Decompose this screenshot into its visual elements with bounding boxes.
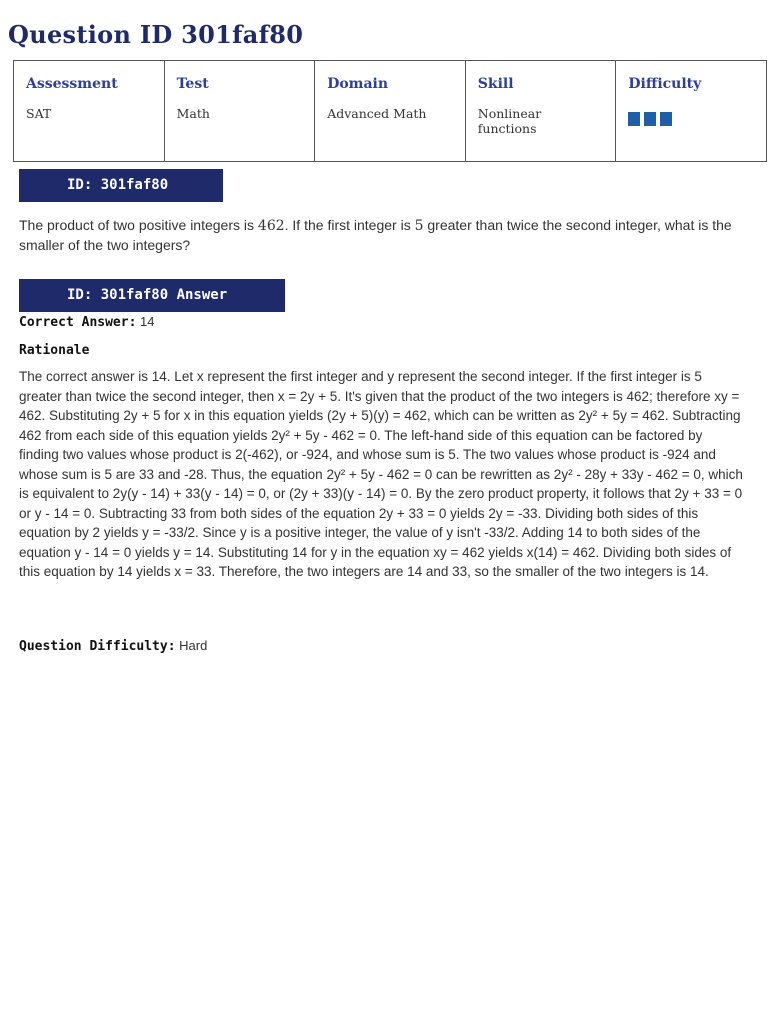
domain-header: Domain: [327, 76, 389, 92]
difficulty-cell: [616, 61, 767, 162]
difficulty-bar-1: [628, 112, 640, 126]
question-difficulty-line: [19, 638, 207, 654]
question-text-b: . If the first integer is: [284, 217, 415, 233]
question-metadata-table: [13, 60, 767, 162]
assessment-cell: [14, 61, 165, 162]
correct-answer-line: [19, 314, 155, 330]
test-cell: [164, 61, 315, 162]
correct-answer-value: 14: [140, 314, 155, 329]
question-difficulty-value: Hard: [179, 638, 208, 653]
test-header: Test: [176, 76, 209, 92]
assessment-value: SAT: [26, 106, 52, 121]
skill-value: Nonlinear functions: [477, 106, 542, 136]
domain-cell: [315, 61, 466, 162]
domain-value: Advanced Math: [327, 106, 427, 121]
rationale-title: Rationale: [19, 343, 90, 358]
question-number-difference: 5: [414, 218, 424, 234]
skill-header: Skill: [477, 76, 514, 92]
question-text: [19, 216, 744, 255]
rationale-text: The correct answer is 14. Let x represent the first integer and y represent the second integer. If the first integer is 5 greater than twice the second integer, then x = 2y + 5. It's given that the product of the two integers is 462; therefore xy = 462. Substituting 2y + 5 for x in this equation yields (2y + 5)(y) = 462, which can be written as 2y² + 5y = 462. Subtracting 462 from each side of this equation yields 2y² + 5y - 462 = 0. The left-hand side of this equation can be factored by finding two values whose product is 2(-462), or -924, and whose sum is 5. The two values whose product is -924 and whose sum is 5 are 33 and -28. Thus, the equation 2y² + 5y - 462 = 0 can be rewritten as 2y² - 28y + 33y - 462 = 0, which is equivalent to 2y(y - 14) + 33(y - 14) = 0, or (2y + 33)(y - 14) = 0. By the zero product property, it follows that 2y + 33 = 0 or y - 14 = 0. Subtracting 33 from both sides of the equation 2y + 33 = 0 yields 2y = -33. Dividing both sides of this equation by 2 yields y = -33/2. Since y is a positive integer, the value of y isn't -33/2. Adding 14 to both sides of the equation y - 14 = 0 yields y = 14. Substituting 14 for y in the equation xy = 462 yields x(14) = 462. Dividing both sides of this equation by 14 yields x = 33. Therefore, the two integers are 14 and 33, so the smaller of the two integers is 14.: [19, 369, 743, 579]
difficulty-indicator: [628, 112, 754, 126]
question-number-product: 462: [257, 218, 285, 234]
difficulty-bar-2: [644, 112, 656, 126]
test-value: Math: [176, 106, 210, 121]
assessment-header: Assessment: [26, 76, 118, 92]
skill-cell: [465, 61, 616, 162]
difficulty-bar-3: [660, 112, 672, 126]
question-text-a: The product of two positive integers is: [19, 217, 258, 233]
correct-answer-label: Correct Answer:: [19, 315, 137, 330]
question-difficulty-label: Question Difficulty:: [19, 639, 176, 654]
difficulty-header: Difficulty: [628, 76, 702, 92]
page-title: Question ID 301faf80: [8, 20, 304, 49]
question-id-banner: ID: 301faf80: [19, 169, 223, 202]
question-text-c: greater than twice the second integer, what is the smaller of the two integers?: [19, 217, 732, 253]
answer-id-banner: ID: 301faf80 Answer: [19, 279, 285, 312]
